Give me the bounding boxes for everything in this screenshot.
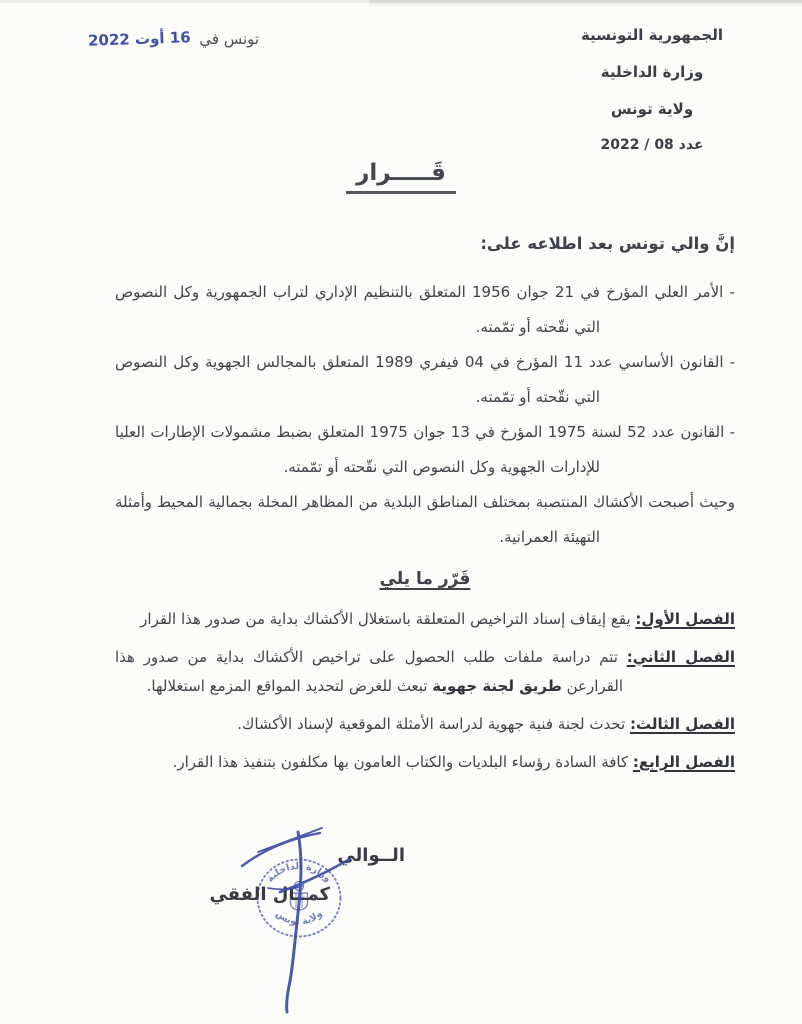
preamble (115, 275, 735, 555)
article-text-bold: طريق لجنة جهوية (432, 677, 562, 695)
intro-line: إنَّ والي تونس بعد اطلاعه على: (480, 234, 735, 253)
letterhead (552, 26, 752, 153)
letterhead-ministry: وزارة الداخلية (600, 63, 704, 81)
preamble-paragraph: وحيث أصبحت الأكشاك المنتصبة بمختلف المناطق البلدية من المظاهر المخلة بجمالية المحيط وأمثلة التهيئة العمرانية. (115, 493, 735, 546)
ruling-heading (115, 569, 735, 589)
articles (115, 605, 735, 777)
article-3 (115, 710, 735, 739)
article-text: يقع إيقاف إسناد التراخيص المتعلقة باستغلال الأكشاك بداية من صدور هذا القرار (140, 610, 636, 628)
preamble-paragraph: - الأمر العلي المؤرخ في 21 جوان 1956 المتعلق بالتنظيم الإداري لتراب الجمهورية وكل النصوص التي نقّحته أو تمّمته. (115, 283, 735, 336)
article-text: تحدث لجنة فنية جهوية لدراسة الأمثلة الموقعية لإسناد الأكشاك. (237, 715, 630, 733)
handwritten-signature-icon (150, 824, 480, 1024)
ruling-heading-text: قَرّر ما يلي (379, 569, 471, 589)
date-stamp-place: تونس في (199, 30, 260, 48)
article-4 (115, 748, 735, 777)
letterhead-governorate: ولاية تونس (610, 100, 694, 118)
article-text: كافة السادة رؤساء البلديات والكتاب العامون بها مكلفون بتنفيذ هذا القرار. (172, 753, 633, 771)
date-stamp-date: 16 أوت 2022 (87, 28, 191, 50)
document-body (115, 234, 735, 786)
preamble-paragraph: - القانون الأساسي عدد 11 المؤرخ في 04 فيفري 1989 المتعلق بالمجالس الجهوية وكل النصوص التي نقّحته أو تمّمته. (115, 353, 736, 406)
article-text: تبعث للغرض لتحديد المواقع المزمع استغلالها. (146, 677, 433, 695)
stamp-top-text: وزارة الداخلية (264, 860, 334, 885)
signatory-title: الــوالي (337, 845, 405, 866)
article-text: تتم دراسة ملفات طلب الحصول على تراخيص الأكشاك بداية من صدور هذا القرارعن (115, 648, 627, 695)
date-stamp (88, 30, 259, 48)
article-label: الفصل الرابع: (632, 753, 735, 771)
document-title (0, 160, 802, 194)
article-label: الفصل الأول: (635, 610, 735, 628)
article-2 (115, 643, 735, 701)
signatory-name: كمــال الفقي (209, 884, 330, 905)
scan-artifact (369, 0, 802, 7)
article-1 (115, 605, 735, 634)
stamp-bottom-text: ولاية تونس (273, 908, 325, 928)
document-title-text: قَـــــرار (346, 160, 456, 194)
letterhead-republic: الجمهورية التونسية (581, 26, 723, 44)
preamble-paragraph: - القانون عدد 52 لسنة 1975 المؤرخ في 13 جوان 1975 المتعلق بضبط مشمولات الإطارات العليا للإدارات الجهوية وكل النصوص التي نقّحته أو تمّمته. (115, 423, 736, 476)
article-label: الفصل الثاني: (626, 648, 735, 666)
letterhead-decree-number: عدد 08 ‏/ 2022 (600, 137, 704, 153)
signature-block (150, 824, 480, 1024)
article-label: الفصل الثالث: (630, 715, 735, 733)
